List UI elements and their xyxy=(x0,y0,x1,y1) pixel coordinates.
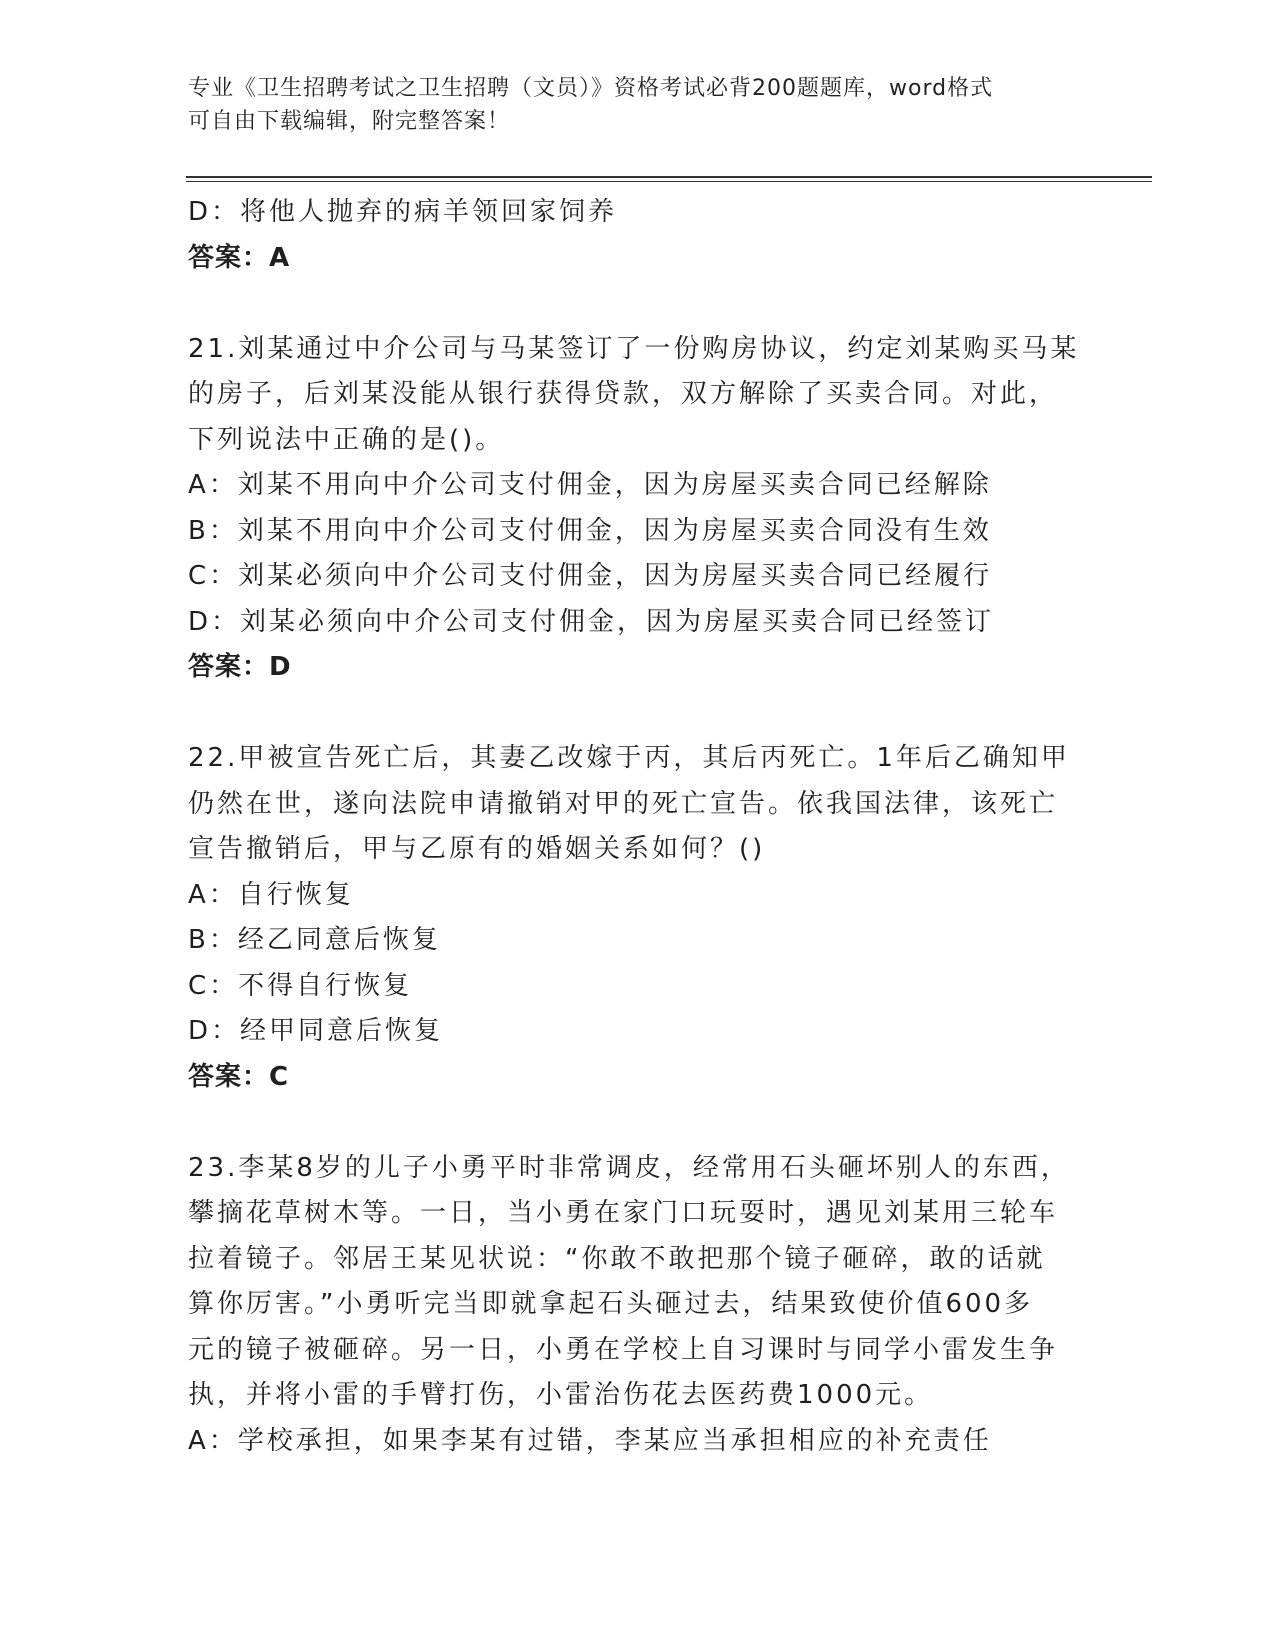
question-text-line: 算你厉害。”小勇听完当即就拿起石头砸过去，结果致使价值600多 xyxy=(188,1289,1034,1319)
answer-label: 答案：A xyxy=(188,242,291,273)
option-c: C：不得自行恢复 xyxy=(188,970,413,1001)
question-text-line: 执，并将小雷的手臂打伤，小雷治伤花去医药费1000元。 xyxy=(188,1380,934,1410)
question-22 xyxy=(188,736,1088,1100)
spacer xyxy=(188,691,1088,737)
question-text-line: 23.李某8岁的儿子小勇平时非常调皮，经常用石头砸坏别人的东西， xyxy=(188,1152,1070,1183)
document-body xyxy=(188,190,1088,1464)
header-divider-thin xyxy=(186,181,1152,182)
option-d: D：经甲同意后恢复 xyxy=(188,1016,444,1046)
option-a: A：学校承担，如果李某有过错，李某应当承担相应的补充责任 xyxy=(188,1425,992,1456)
answer-label: 答案：D xyxy=(188,652,292,682)
question-text-line: 的房子，后刘某没能从银行获得贷款，双方解除了买卖合同。对此， xyxy=(188,379,1059,409)
question-text-line: 下列说法中正确的是()。 xyxy=(188,424,505,455)
question-text-line: 仍然在世，遂向法院申请撤销对甲的死亡宣告。依我国法律，该死亡 xyxy=(188,788,1059,819)
question-text-line: 元的镜子被砸碎。另一日，小勇在学校上自习课时与同学小雷发生争 xyxy=(188,1334,1059,1365)
page-header xyxy=(188,72,1088,138)
option-d: D：将他人抛弃的病羊领回家饲养 xyxy=(188,197,618,227)
question-text-line: 21.刘某通过中介公司与马某签订了一份购房协议，约定刘某购买马某 xyxy=(188,333,1080,364)
question-text-line: 攀摘花草树木等。一日，当小勇在家门口玩耍时，遇见刘某用三轮车 xyxy=(188,1198,1059,1228)
option-b: B：经乙同意后恢复 xyxy=(188,925,441,955)
option-a: A：刘某不用向中介公司支付佣金，因为房屋买卖合同已经解除 xyxy=(188,470,992,500)
header-divider-thick xyxy=(186,176,1152,178)
question-text-line: 22.甲被宣告死亡后，其妻乙改嫁于丙，其后丙死亡。1年后乙确知甲 xyxy=(188,743,1070,773)
option-c: C：刘某必须向中介公司支付佣金，因为房屋买卖合同已经履行 xyxy=(188,561,993,591)
option-b: B：刘某不用向中介公司支付佣金，因为房屋买卖合同没有生效 xyxy=(188,515,992,546)
spacer xyxy=(188,1100,1088,1146)
question-21 xyxy=(188,327,1088,691)
option-d: D：刘某必须向中介公司支付佣金，因为房屋买卖合同已经签订 xyxy=(188,606,995,637)
spacer xyxy=(188,281,1088,327)
header-line-2: 可自由下载编辑，附完整答案！ xyxy=(188,109,511,134)
option-a: A：自行恢复 xyxy=(188,879,354,910)
question-text-line: 宣告撤销后，甲与乙原有的婚姻关系如何？() xyxy=(188,834,766,864)
question-text-line: 拉着镜子。邻居王某见状说：“你敢不敢把那个镜子砸碎，敢的话就 xyxy=(188,1243,1046,1274)
question-23 xyxy=(188,1146,1088,1465)
header-line-1: 专业《卫生招聘考试之卫生招聘（文员）》资格考试必背200题题库，word格式 xyxy=(188,76,994,101)
answer-label: 答案：C xyxy=(188,1061,290,1092)
